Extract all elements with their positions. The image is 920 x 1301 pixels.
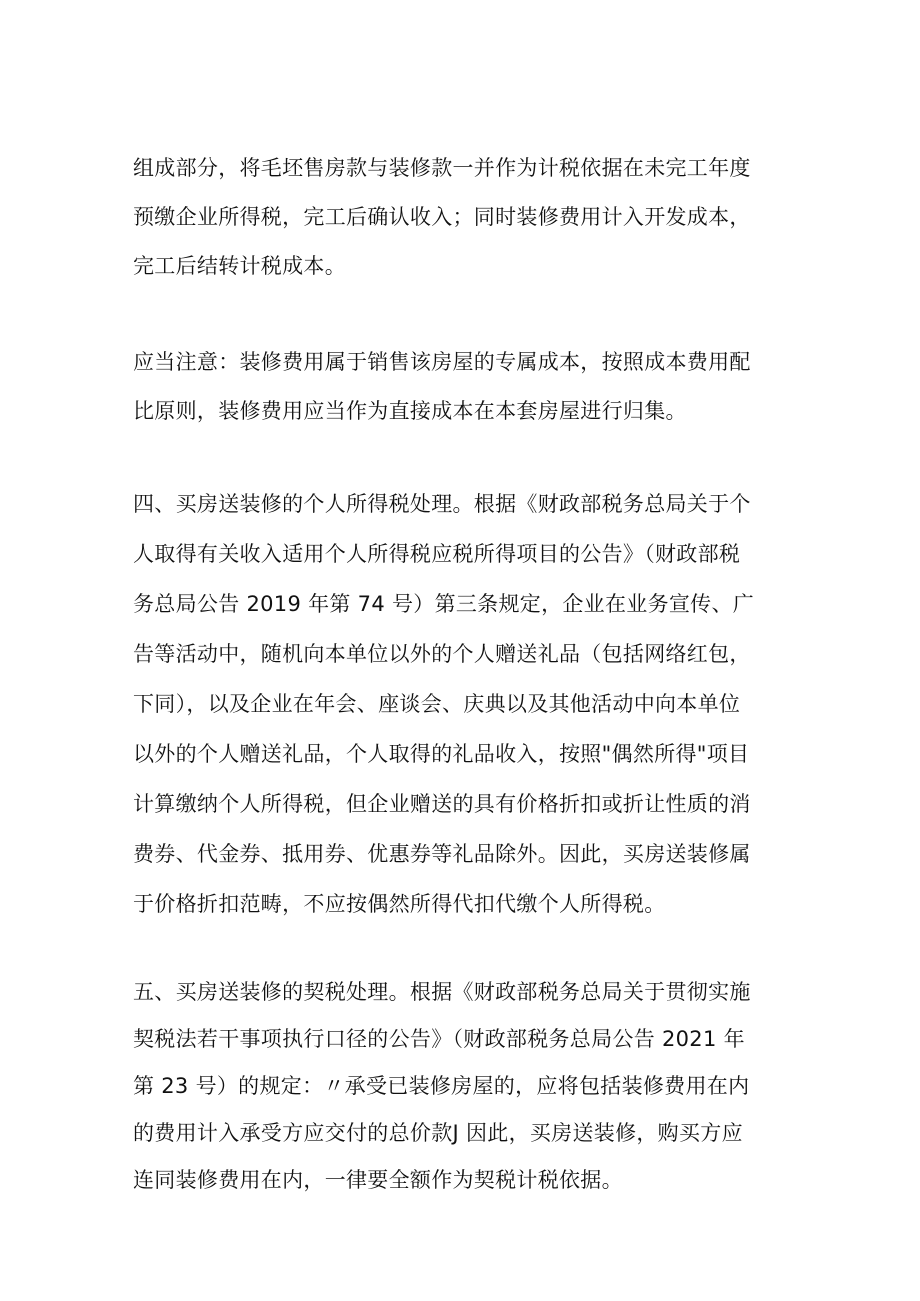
text-line: 费券、代金券、抵用券、优惠券等礼品除外。因此，买房送装修属 <box>133 842 751 866</box>
text-line: 完工后结转计税成本。 <box>133 254 346 278</box>
text-line: 比原则，装修费用应当作为直接成本在本套房屋进行归集。 <box>133 399 687 423</box>
text-line: 预缴企业所得税，完工后确认收入；同时装修费用计入开发成本， <box>133 205 751 229</box>
text-line: 告等活动中，随机向本单位以外的个人赠送礼品（包括网络红包， <box>133 642 751 666</box>
text-line: 连同装修费用在内，一律要全额作为契税计税依据。 <box>133 1168 623 1192</box>
text-line: 人取得有关收入适用个人所得税应税所得项目的公告》（财政部税 <box>133 542 741 566</box>
paragraph-section-five-deed-tax <box>133 982 813 1217</box>
text-line: 第 23 号）的规定：〃承受已装修房屋的，应将包括装修费用在内 <box>133 1074 750 1098</box>
text-line: 的费用计入承受方应交付的总价款J 因此，买房送装修，购买方应 <box>133 1121 743 1145</box>
paragraph-attention-note <box>133 352 813 450</box>
text-line: 应当注意：装修费用属于销售该房屋的专属成本，按照成本费用配 <box>133 350 751 374</box>
text-line: 计算缴纳个人所得税，但企业赠送的具有价格折扣或折让性质的消 <box>133 792 751 816</box>
text-line: 务总局公告 2019 年第 74 号）第三条规定，企业在业务宣传、广 <box>133 592 755 616</box>
text-line: 五、买房送装修的契税处理。根据《财政部税务总局关于贯彻实施 <box>133 980 751 1004</box>
text-line: 组成部分，将毛坯售房款与装修款一并作为计税依据在未完工年度 <box>133 156 751 180</box>
text-line: 下同），以及企业在年会、座谈会、庆典以及其他活动中向本单位 <box>133 692 741 716</box>
text-line: 于价格折扣范畴，不应按偶然所得代扣代缴个人所得税。 <box>133 892 666 916</box>
paragraph-section-four-personal-income-tax <box>133 494 813 944</box>
text-line: 契税法若干事项执行口径的公告》（财政部税务总局公告 2021 年 <box>133 1027 745 1051</box>
paragraph-decoration-tax-basis <box>133 158 813 305</box>
text-line: 四、买房送装修的个人所得税处理。根据《财政部税务总局关于个 <box>133 492 751 516</box>
text-line: 以外的个人赠送礼品，个人取得的礼品收入，按照"偶然所得"项目 <box>133 742 750 766</box>
